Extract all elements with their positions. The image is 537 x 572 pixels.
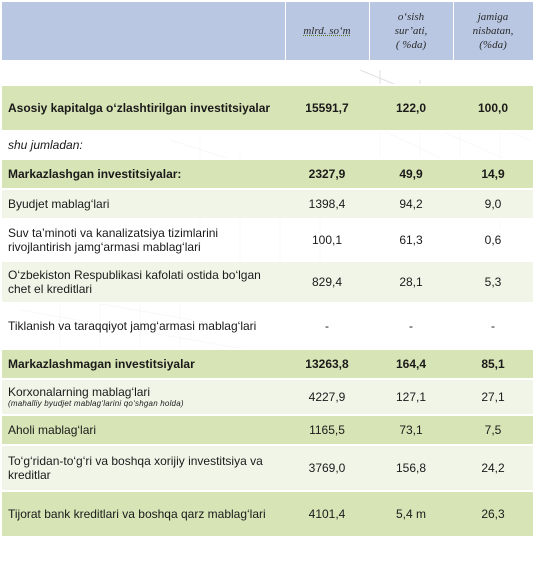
row-value-share: 5,3 xyxy=(453,261,533,303)
row-label: Tiklanish va taraqqiyot jamg‘armasi mablag‘lari xyxy=(2,303,285,349)
table-row-water-fund xyxy=(2,219,533,261)
table-row-enterprises xyxy=(2,379,533,415)
table-row-reconstruction-fund xyxy=(2,303,533,349)
row-value-amount: 829,4 xyxy=(285,261,369,303)
row-value-growth: 73,1 xyxy=(369,415,453,445)
row-label xyxy=(2,379,285,415)
row-value-share: - xyxy=(453,303,533,349)
row-value-share: 100,0 xyxy=(453,85,533,131)
row-value-amount: 100,1 xyxy=(285,219,369,261)
row-value-share: 27,1 xyxy=(453,379,533,415)
table-row-bank-credits xyxy=(2,491,533,537)
row-value-growth: 156,8 xyxy=(369,445,453,491)
header-unit xyxy=(285,2,369,61)
header-growth-rate xyxy=(369,2,453,61)
row-value-growth: 28,1 xyxy=(369,261,453,303)
table-row-decentralized xyxy=(2,349,533,379)
investment-table xyxy=(2,2,534,538)
row-value-amount: 2327,9 xyxy=(285,159,369,189)
row-value-growth: 49,9 xyxy=(369,159,453,189)
table-row-centralized xyxy=(2,159,533,189)
row-value-growth: 127,1 xyxy=(369,379,453,415)
row-value-amount: 4101,4 xyxy=(285,491,369,537)
spacer-row xyxy=(2,61,533,85)
row-value-share: 9,0 xyxy=(453,189,533,219)
row-value-amount: 1165,5 xyxy=(285,415,369,445)
row-label: Markazlashmagan investitsiyalar xyxy=(2,349,285,379)
table-row-budget xyxy=(2,189,533,219)
row-value-growth: 61,3 xyxy=(369,219,453,261)
row-value-amount: - xyxy=(285,303,369,349)
table-row-total xyxy=(2,85,533,131)
row-value-share: 14,9 xyxy=(453,159,533,189)
row-label: O‘zbekiston Respublikasi kafolati ostida bo‘lgan chet el kreditlari xyxy=(2,261,285,303)
row-label: Suv ta’minoti va kanalizatsiya tizimlarini rivojlantirish jamg‘armasi mablag‘lari xyxy=(2,219,285,261)
header-growth-line-2: sur’ati, xyxy=(394,25,428,37)
table-row-including xyxy=(2,131,533,159)
header-share xyxy=(453,2,533,61)
row-value-growth: 5,4 m xyxy=(369,491,453,537)
header-unit-text: mlrd. so‘m xyxy=(303,25,351,37)
row-value-amount: 15591,7 xyxy=(285,85,369,131)
header-growth-line-1: o‘sish xyxy=(397,11,425,23)
row-value-share: 26,3 xyxy=(453,491,533,537)
header-share-line-1: jamiga xyxy=(477,11,509,23)
row-label: Aholi mablag‘lari xyxy=(2,415,285,445)
row-label: shu jumladan: xyxy=(2,131,285,159)
row-value-share: 24,2 xyxy=(453,445,533,491)
row-value-growth: 122,0 xyxy=(369,85,453,131)
row-label-note: (mahalliy byudjet mablag‘larini qo‘shgan holda) xyxy=(8,399,184,408)
row-value-amount: 4227,9 xyxy=(285,379,369,415)
row-value-amount: 13263,8 xyxy=(285,349,369,379)
row-value-growth: - xyxy=(369,303,453,349)
table-row-foreign-direct xyxy=(2,445,533,491)
row-label: Markazlashgan investitsiyalar: xyxy=(2,159,285,189)
row-value-amount: 3769,0 xyxy=(285,445,369,491)
row-label: Asosiy kapitalga o‘zlashtirilgan investitsiyalar xyxy=(2,85,285,131)
row-label: To‘g‘ridan-to‘g‘ri va boshqa xorijiy investitsiya va kreditlar xyxy=(2,445,285,491)
table-row-foreign-guaranteed xyxy=(2,261,533,303)
table-header-row xyxy=(2,2,533,61)
row-label: Byudjet mablag‘lari xyxy=(2,189,285,219)
row-value-growth: 94,2 xyxy=(369,189,453,219)
row-value-share: 85,1 xyxy=(453,349,533,379)
row-label: Tijorat bank kreditlari va boshqa qarz mablag‘lari xyxy=(2,491,285,537)
header-share-line-3: (%da) xyxy=(479,39,507,51)
header-growth-line-3: ( %da) xyxy=(395,39,427,51)
header-label-cell xyxy=(2,2,285,61)
row-value-share: 0,6 xyxy=(453,219,533,261)
row-value-share: 7,5 xyxy=(453,415,533,445)
header-share-line-2: nisbatan, xyxy=(472,25,514,37)
row-value-growth: 164,4 xyxy=(369,349,453,379)
table-row-population xyxy=(2,415,533,445)
row-value-amount: 1398,4 xyxy=(285,189,369,219)
row-label-text: Korxonalarning mablag‘lari xyxy=(8,385,151,399)
